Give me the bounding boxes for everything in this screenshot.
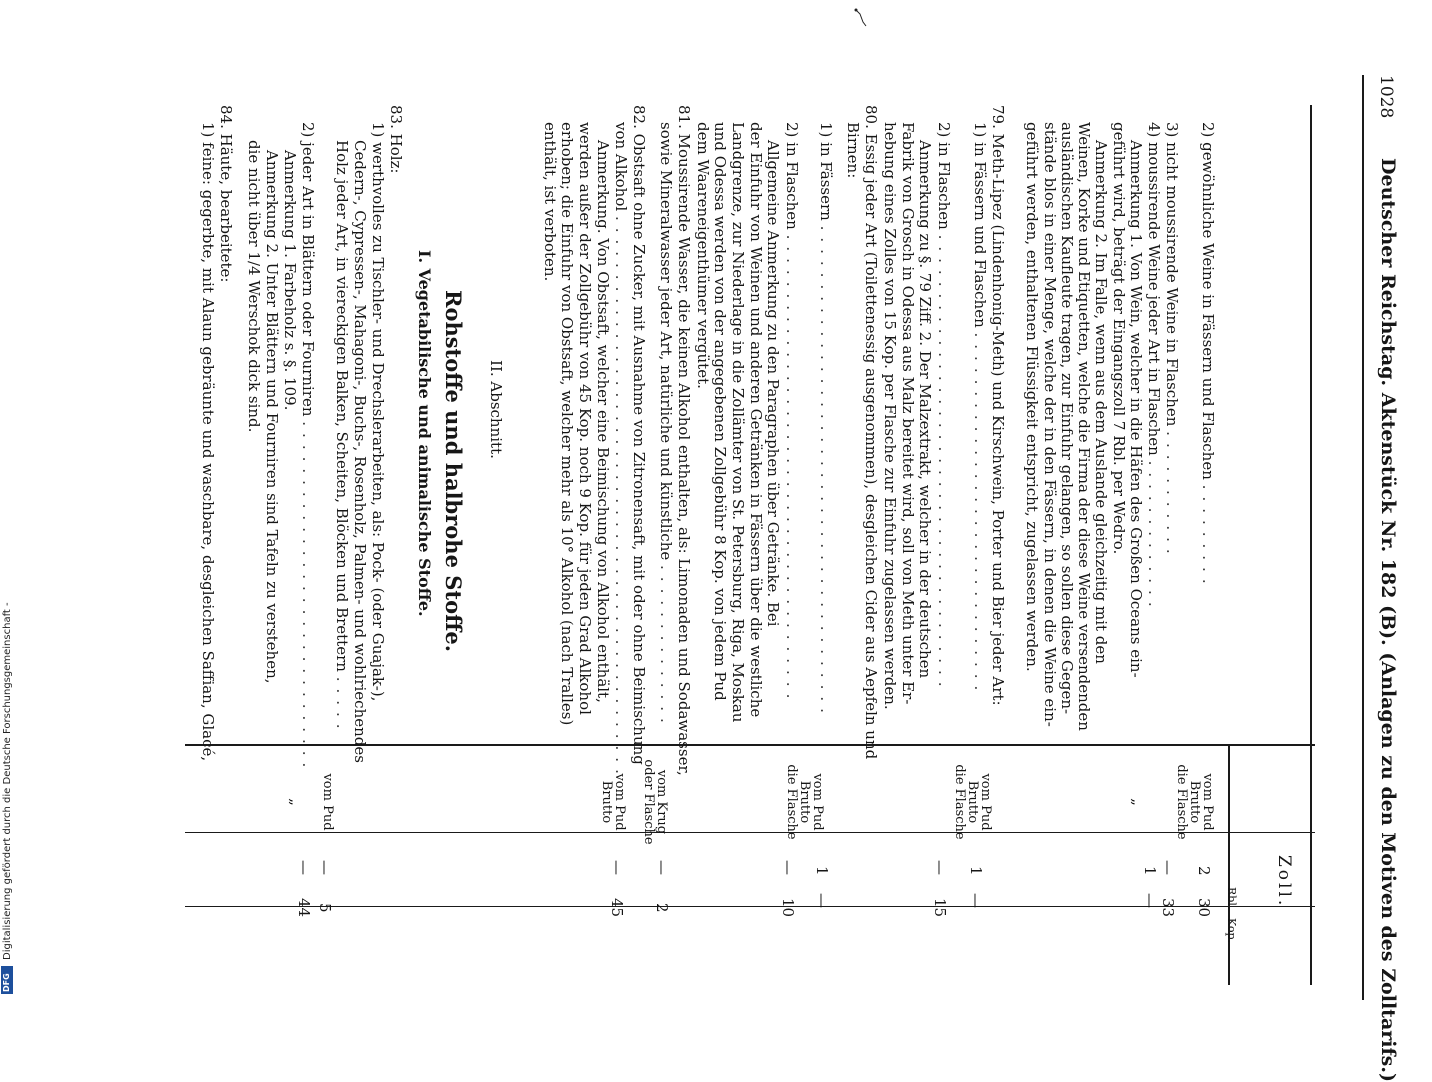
text-line: und Odessa werden von der angegebenen Zollgebühr 8 Kop. von jedem Pud bbox=[711, 122, 729, 701]
text-line: Weinen, Korke und Etiquetten, welche die Firma der diese Weine versendenden bbox=[1075, 122, 1093, 731]
page-number: 1028 bbox=[1376, 75, 1396, 119]
text-line: hebung eines Zolles von 15 Kop. per Flasche zur Einfuhr zugelassen werden. bbox=[881, 122, 899, 710]
unit-cell: vom Krug oder Flasche bbox=[641, 759, 669, 845]
rate-kop: 33 bbox=[1159, 898, 1177, 918]
text-line: 1) in Fässern .......................................... bbox=[817, 122, 835, 720]
text-line: Anmerkung. Von Obstsaft, welcher eine Beimischung von Alkohol enthält, bbox=[594, 140, 612, 703]
rate-kop: 5 bbox=[316, 903, 334, 913]
text-line: 83. Holz: bbox=[387, 105, 405, 174]
text-line: Fabrik von Grosch in Odessa aus Malz bereitet wird, soll von Meth unter Er- bbox=[899, 122, 917, 705]
text-line: werden außer der Zollgebühr von 45 Kop. noch 9 Kop. für jeden Grad Alkohol bbox=[576, 122, 594, 715]
text-line: Allgemeine Anmerkung zu den Paragraphen über Getränke. Bei bbox=[764, 140, 782, 627]
text-line: sowie Mineralwasser jeder Art, natürliche und künstliche .............. bbox=[657, 122, 675, 730]
unit-cell: vom Pud Brutto die Flasche bbox=[1174, 764, 1215, 840]
text-line: 2) in Flaschen ....................................... bbox=[935, 122, 953, 694]
rate-rbl: 2 bbox=[1195, 866, 1213, 876]
rate-rbl: — bbox=[316, 860, 334, 875]
rate-rbl: — bbox=[653, 860, 671, 875]
section-title: Rohstoffe und halbrohe Stoffe. bbox=[441, 290, 466, 653]
text-line: 79. Meth-Lipez (Lindenhonig-Meth) und Kirschwein, Porter und Bier jeder Art: bbox=[989, 105, 1007, 706]
zoll-heading: Zoll. bbox=[1274, 855, 1294, 909]
text-line: enthält, ist verboten. bbox=[541, 122, 559, 282]
zoll-row-rule bbox=[1228, 745, 1230, 985]
unit-cell: „ bbox=[1129, 798, 1147, 806]
text-line: 2) jeder Art in Blättern oder Fourniren .............................. bbox=[299, 122, 317, 775]
rate-kop: 2 bbox=[653, 903, 671, 913]
header-title: Deutscher Reichstag. Aktenstück Nr. 182 (B). (Anlagen zu den Motiven des Zolltarifs.) bbox=[1377, 158, 1399, 1082]
table-top-rule bbox=[1310, 105, 1312, 985]
rate-rbl: 1 bbox=[967, 866, 985, 876]
digitization-note: Digitalisierung gefördert durch die Deutsche Forschungsgemeinschaft - bbox=[2, 602, 13, 960]
text-line: Anmerkung zu §. 79 Ziff. 2. Der Malzextrakt, welcher in der deutschen bbox=[916, 140, 934, 679]
rbl-heading: Rbl. bbox=[1225, 887, 1238, 910]
text-line: 84. Häute, bearbeitete: bbox=[217, 105, 235, 283]
text-line: Holz jeder Art, in viereckigen Balken, Scheiten, Blöcken und Brettern ..... bbox=[333, 140, 351, 736]
rate-rbl: 1 bbox=[813, 866, 831, 876]
text-line: 2) in Flaschen ........................................ bbox=[783, 122, 801, 706]
text-line: Anmerkung 2. Unter Blättern und Fourniren sind Tafeln zu verstehen, bbox=[263, 150, 281, 684]
text-line: Birnen: bbox=[844, 122, 862, 179]
text-line: geführt wird, beträgt der Eingangszoll 7 Rbl. per Wedro. bbox=[1110, 122, 1128, 555]
unit-cell: vom Pud Brutto bbox=[599, 773, 627, 831]
rate-rbl: — bbox=[1159, 860, 1177, 875]
rate-rbl: — bbox=[295, 860, 313, 875]
column-divider-unit bbox=[185, 832, 1315, 833]
rate-rbl: — bbox=[608, 860, 626, 875]
text-line: 2) gewöhnliche Weine in Fässern und Flaschen ......... bbox=[1199, 122, 1217, 591]
section-subtitle: I. Vegetabilische und animalische Stoffe. bbox=[415, 250, 434, 617]
text-line: 3) nicht moussirende Weine in Flaschen ........... bbox=[1163, 122, 1181, 561]
rate-kop: — bbox=[967, 893, 985, 908]
rate-rbl: — bbox=[931, 860, 949, 875]
text-line: die nicht über 1/4 Werschok dick sind. bbox=[245, 140, 263, 433]
text-line: 4) moussirende Weine jeder Art in Flaschen ............. bbox=[1145, 122, 1163, 614]
rate-kop: 45 bbox=[608, 898, 626, 918]
unit-cell: vom Pud Brutto die Flasche bbox=[784, 764, 825, 840]
scan-speck bbox=[854, 8, 868, 28]
rate-kop: 30 bbox=[1195, 898, 1213, 918]
text-line: stände blos in einer Menge, welche der in den Fässern, in denen die Weine ein- bbox=[1041, 122, 1059, 727]
text-line: ausländischen Kaufleute tragen, zur Einfuhr gelangen, so sollen diese Gegen- bbox=[1058, 122, 1076, 715]
rate-kop: — bbox=[1141, 893, 1159, 908]
text-line: 1) werthvolles zu Tischler- und Drechslerarbeiten, als: Pock- (oder Guajak-), bbox=[369, 122, 387, 702]
unit-cell: „ bbox=[287, 798, 305, 806]
text-line: Anmerkung 1. Farbeholz s. §. 109. bbox=[281, 150, 299, 411]
text-line: geführt werden, enthaltenen Flüssigkeit entspricht, zugelassen werden. bbox=[1023, 122, 1041, 672]
unit-cell: vom Pud Brutto die Flasche bbox=[952, 764, 993, 840]
rate-rbl: — bbox=[779, 860, 797, 875]
text-line: 1) feine: gegerbte, mit Alaun gebräunte und waschbare, desgleichen Saffian, Glacé, bbox=[199, 122, 217, 762]
rate-kop: 44 bbox=[295, 898, 313, 918]
text-line: 82. Obstsaft ohne Zucker, mit Ausnahme von Zitronensaft, mit oder ohne Beimischung bbox=[630, 105, 648, 765]
rate-kop: — bbox=[813, 893, 831, 908]
rate-kop: 15 bbox=[931, 898, 949, 918]
header-rule bbox=[1362, 75, 1364, 1000]
rate-rbl: 1 bbox=[1141, 866, 1159, 876]
text-line: der Einfuhr von Weinen und anderen Getränken in Fässern über die westliche bbox=[747, 122, 765, 718]
kop-heading: Kop. bbox=[1225, 918, 1238, 944]
text-line: von Alkohol ................................................ bbox=[612, 122, 630, 781]
text-line: dem Waareneigenthümer vergütet. bbox=[694, 122, 712, 389]
text-line: 81. Moussirende Wasser, die keinen Alkohol enthalten, als: Limonaden und Sodawasser, bbox=[675, 105, 693, 776]
rate-kop: 10 bbox=[779, 898, 797, 918]
text-line: 80. Essig jeder Art (Toilettenessig ausgenommen), desgleichen Cider aus Aepfeln und bbox=[862, 105, 880, 760]
dfg-logo-icon: DFG bbox=[1, 966, 13, 994]
text-line: Cedern-, Cypressen-, Mahagoni-, Buchs-, Rosenholz, Palmen- und wohlriechendes bbox=[351, 140, 369, 763]
text-line: erhoben; die Einfuhr von Obstsaft, welcher mehr als 10° Alkohol (nach Tralles) bbox=[558, 122, 576, 726]
unit-cell: vom Pud bbox=[320, 773, 335, 831]
text-line: Anmerkung 1. Von Wein, welcher in die Häfen des Großen Oceans ein- bbox=[1127, 140, 1145, 678]
text-line: Landgrenze, zur Niederlage in die Zollämter von St. Petersburg, Riga, Moskau bbox=[729, 122, 747, 723]
section-number: II. Abschnitt. bbox=[487, 360, 505, 459]
text-line: 1) in Fässern und Flaschen ............................... bbox=[971, 122, 989, 698]
text-line: Anmerkung 2. Im Falle, wenn aus dem Auslande gleichzeitig mit den bbox=[1092, 140, 1110, 664]
